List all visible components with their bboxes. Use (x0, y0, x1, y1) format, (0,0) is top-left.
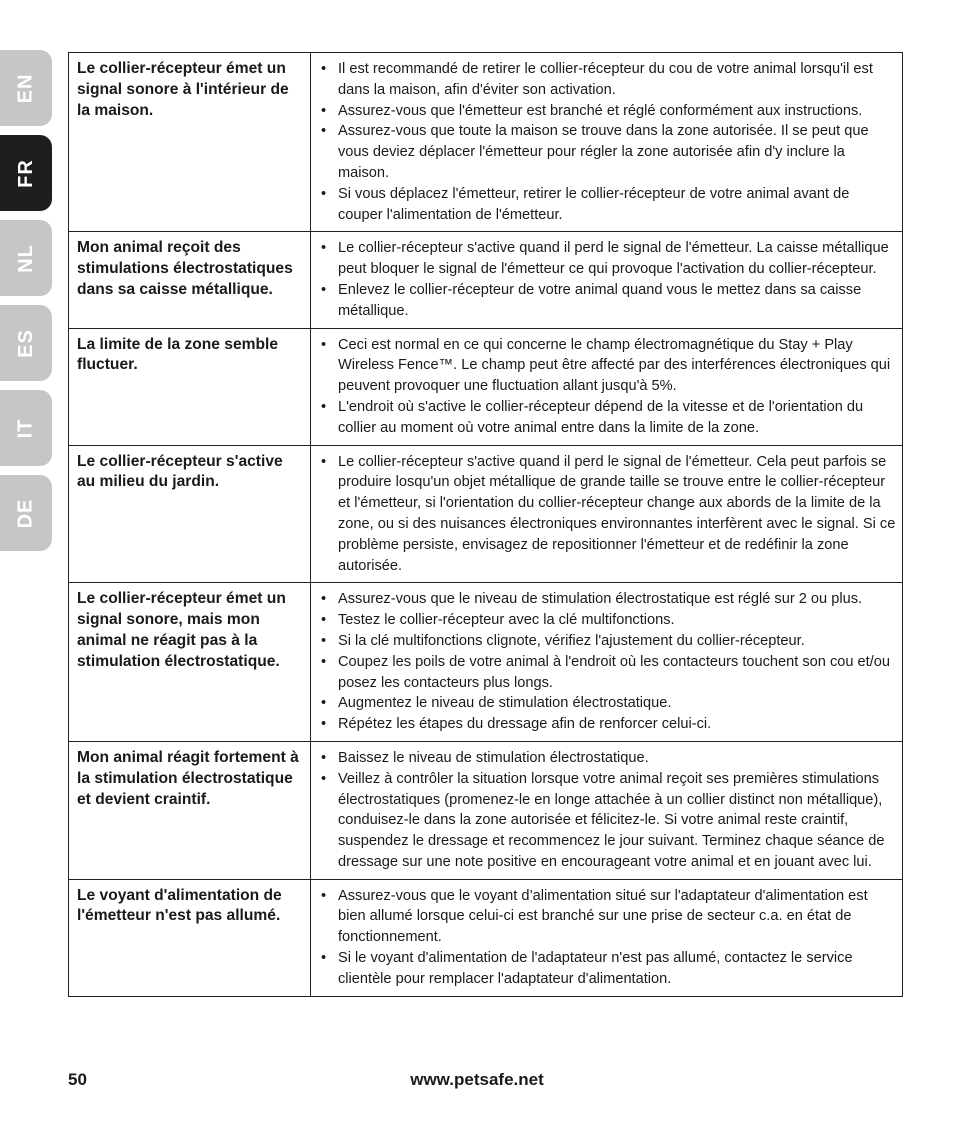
solution-item: • Ceci est normal en ce qui concerne le champ électromagnétique du Stay + Play Wireless Fence™. Le champ peut être affecté par des interférences électroniques qui peuvent provoquer une fluctuation allant jusqu'à 5%. (319, 335, 898, 397)
solution-list (319, 335, 898, 439)
language-tab-es[interactable] (0, 305, 52, 381)
language-tab-label: ES (14, 328, 37, 358)
solution-cell (311, 741, 903, 879)
solution-item: • Coupez les poils de votre animal à l'endroit où les contacteurs touchent son cou et/ou posez les contacteurs plus longs. (319, 652, 898, 694)
solution-item: • Veillez à contrôler la situation lorsque votre animal reçoit ses premières stimulations électrostatiques (promenez-le en longe attachée à un collier distinct non métallique), conduisez-le dans la zone autorisée et félicitez-le. Si votre animal reste craintif, suspendez le dressage et recommencez le jour suivant. Terminez chaque séance de dressage sur une note positive en encourageant votre animal et en jouant avec lui. (319, 769, 898, 873)
troubleshooting-table (68, 52, 903, 997)
problem-cell: Mon animal reçoit des stimulations électrostatiques dans sa caisse métallique. (69, 232, 311, 328)
solution-item: • Si le voyant d'alimentation de l'adaptateur n'est pas allumé, contactez le service clientèle pour remplacer l'adaptateur d'alimentation. (319, 948, 898, 990)
solution-list (319, 452, 898, 577)
table-row (69, 232, 903, 328)
language-tab-de[interactable] (0, 475, 52, 551)
language-tab-en[interactable] (0, 50, 52, 126)
table-row (69, 741, 903, 879)
table-row (69, 879, 903, 996)
page-number: 50 (68, 1070, 87, 1089)
problem-cell: Le voyant d'alimentation de l'émetteur n'est pas allumé. (69, 879, 311, 996)
website-url: www.petsafe.net (410, 1070, 544, 1089)
solution-item: • Assurez-vous que le voyant d’alimentation situé sur l'adaptateur d'alimentation est bien allumé lorsque celui-ci est branché sur une prise de secteur c.a. en état de fonctionnement. (319, 886, 898, 948)
solution-item: • Assurez-vous que toute la maison se trouve dans la zone autorisée. Il se peut que vous deviez déplacer l'émetteur pour régler la zone autorisée afin d'y inclure la maison. (319, 121, 898, 183)
language-tab-it[interactable] (0, 390, 52, 466)
solution-item: • Si vous déplacez l'émetteur, retirer le collier-récepteur de votre animal avant de couper l'alimentation de l'émetteur. (319, 184, 898, 226)
table-body (69, 53, 903, 997)
solution-list (319, 59, 898, 225)
solution-item: • L'endroit où s'active le collier-récepteur dépend de la vitesse et de l'orientation du collier au moment où votre animal entre dans la limite de la zone. (319, 397, 898, 439)
solution-cell (311, 583, 903, 742)
language-tab-label: EN (14, 73, 37, 103)
language-tab-label: DE (14, 498, 37, 528)
language-tab-label: NL (14, 243, 37, 273)
solution-item: • Baissez le niveau de stimulation électrostatique. (319, 748, 898, 769)
problem-cell: Le collier-récepteur émet un signal sonore, mais mon animal ne réagit pas à la stimulation électrostatique. (69, 583, 311, 742)
solution-item: • Augmentez le niveau de stimulation électrostatique. (319, 693, 898, 714)
language-tab-label: FR (14, 158, 37, 188)
solution-item: • Testez le collier-récepteur avec la clé multifonctions. (319, 610, 898, 631)
solution-cell (311, 232, 903, 328)
solution-item: • Le collier-récepteur s'active quand il perd le signal de l'émetteur. La caisse métallique peut bloquer le signal de l'émetteur ce qui provoque l'activation du collier-récepteur. (319, 238, 898, 280)
language-tab-fr[interactable] (0, 135, 52, 211)
problem-cell: Mon animal réagit fortement à la stimulation électrostatique et devient craintif. (69, 741, 311, 879)
table-row (69, 583, 903, 742)
solution-cell (311, 328, 903, 445)
solution-item: • Enlevez le collier-récepteur de votre animal quand vous le mettez dans sa caisse métallique. (319, 280, 898, 322)
solution-item: • Assurez-vous que l'émetteur est branché et réglé conformément aux instructions. (319, 101, 898, 122)
language-tab-label: IT (14, 418, 37, 438)
solution-item: • Il est recommandé de retirer le collier-récepteur du cou de votre animal lorsqu'il est dans la maison, afin d'éviter son activation. (319, 59, 898, 101)
solution-cell (311, 445, 903, 583)
solution-list (319, 886, 898, 990)
solution-item: • Répétez les étapes du dressage afin de renforcer celui-ci. (319, 714, 898, 735)
solution-list (319, 748, 898, 873)
table-row (69, 53, 903, 232)
table-row (69, 328, 903, 445)
solution-item: • Assurez-vous que le niveau de stimulation électrostatique est réglé sur 2 ou plus. (319, 589, 898, 610)
language-tab-nl[interactable] (0, 220, 52, 296)
solution-list (319, 589, 898, 735)
solution-item: • Le collier-récepteur s'active quand il perd le signal de l'émetteur. Cela peut parfois se produire losqu'un objet métallique de grande taille se trouve entre le collier-récepteur et l'émetteur, si l'orientation du collier-récepteur change aux abords de la limite de la zone, ou si des nuisances électroniques environnantes interfèrent avec le signal. Si ce problème persiste, envisagez de repositionner l'émetteur et de redéfinir la zone autorisée. (319, 452, 898, 577)
problem-cell: Le collier-récepteur émet un signal sonore à l'intérieur de la maison. (69, 53, 311, 232)
solution-item: • Si la clé multifonctions clignote, vérifiez l'ajustement du collier-récepteur. (319, 631, 898, 652)
problem-cell: La limite de la zone semble fluctuer. (69, 328, 311, 445)
solution-list (319, 238, 898, 321)
solution-cell (311, 879, 903, 996)
solution-cell (311, 53, 903, 232)
problem-cell: Le collier-récepteur s'active au milieu du jardin. (69, 445, 311, 583)
table-row (69, 445, 903, 583)
